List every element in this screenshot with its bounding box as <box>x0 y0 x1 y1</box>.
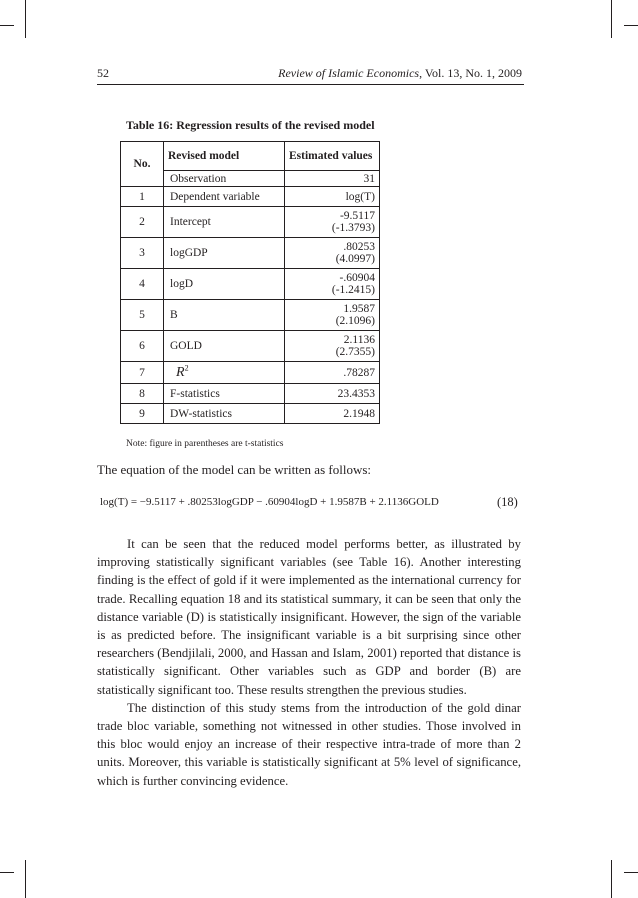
row-value: 23.4353 <box>285 384 380 404</box>
row-value-cell <box>285 207 380 238</box>
table-row <box>121 187 380 207</box>
row-number: 7 <box>121 362 164 384</box>
crop-mark <box>624 25 638 26</box>
table-note: Note: figure in parentheses are t-statistics <box>126 439 284 449</box>
table-caption <box>126 118 375 133</box>
row-number: 9 <box>121 404 164 424</box>
table-caption-text: : Regression results of the revised model <box>169 118 375 132</box>
paragraph: The distinction of this study stems from the introduction of the gold dinar trade bloc variable, something not witnessed in other studies. Those involved in this bloc would enjoy an increase of their respective intra-trade of more than 2 units. Moreover, this variable is statistically significant at 5% level of significance, which is further convincing evidence. <box>97 700 521 788</box>
running-header <box>97 68 524 85</box>
row-model: logGDP <box>164 238 285 269</box>
table-row <box>121 331 380 362</box>
crop-mark <box>25 0 26 38</box>
paragraph: It can be seen that the reduced model performs better, as illustrated by improving statistically significant variables (see Table 16). Another interesting finding is the effect of gold if it were implemented as the international currency for trade. Recalling equation 18 and its statistical summary, it can be seen that only the distance variable (D) is statistically insignificant. However, the sign of the variable is as predicted before. The insignificant variable is a bit surprising since other researchers (Bendjilali, 2000, and Hassan and Islam, 2001) reported that distance is statistically significant. Other variables such as GDP and border (B) are statistically significant too. These results strengthen the previous studies. <box>97 537 521 697</box>
row-value: log(T) <box>285 187 380 207</box>
regression-table <box>120 141 380 424</box>
observation-value: 31 <box>285 171 380 187</box>
equation-intro: The equation of the model can be written as follows: <box>97 462 372 477</box>
row-number: 8 <box>121 384 164 404</box>
crop-mark <box>0 25 14 26</box>
row-t-stat: (-1.2415) <box>331 284 375 296</box>
table-row <box>121 384 380 404</box>
row-value: .78287 <box>285 362 380 384</box>
table-row <box>121 300 380 331</box>
row-value: -9.5117 <box>339 210 375 222</box>
table-row <box>121 207 380 238</box>
row-model: B <box>164 300 285 331</box>
row-model: DW-statistics <box>164 404 285 424</box>
table-row <box>121 404 380 424</box>
row-model: GOLD <box>164 331 285 362</box>
row-model-r-squared <box>164 362 285 384</box>
row-t-stat: (2.7355) <box>335 346 375 358</box>
row-value: 2.1948 <box>285 404 380 424</box>
row-value: 2.1136 <box>343 334 375 346</box>
row-value-cell <box>285 238 380 269</box>
volume-info: , Vol. 13, No. 1, 2009 <box>419 66 522 80</box>
row-model: Intercept <box>164 207 285 238</box>
row-t-stat: (2.1096) <box>335 315 375 327</box>
row-number: 3 <box>121 238 164 269</box>
equation-number: (18) <box>497 495 518 509</box>
table-row <box>121 269 380 300</box>
row-t-stat: (4.0997) <box>335 253 375 265</box>
crop-mark <box>611 0 612 38</box>
row-t-stat: (-1.3793) <box>331 222 375 234</box>
row-model: logD <box>164 269 285 300</box>
crop-mark <box>0 872 14 873</box>
row-value-cell <box>285 331 380 362</box>
table-row <box>121 238 380 269</box>
journal-title: Review of Islamic Economics <box>278 66 420 80</box>
row-value-cell <box>285 300 380 331</box>
crop-mark <box>611 860 612 898</box>
row-model: F-statistics <box>164 384 285 404</box>
row-value: -.60904 <box>339 272 375 284</box>
column-header-no: No. <box>121 142 164 187</box>
row-number: 5 <box>121 300 164 331</box>
row-number: 1 <box>121 187 164 207</box>
column-header-values: Estimated values <box>285 142 380 171</box>
column-header-model: Revised model <box>164 142 285 171</box>
equation: log(T) = −9.5117 + .80253logGDP − .60904logD + 1.9587B + 2.1136GOLD <box>100 496 439 508</box>
row-number: 2 <box>121 207 164 238</box>
table-row <box>121 362 380 384</box>
table-header-row <box>121 142 380 171</box>
row-value-cell <box>285 269 380 300</box>
r-squared-symbol: $R^2$ <box>176 363 189 381</box>
row-number: 4 <box>121 269 164 300</box>
crop-mark <box>624 872 638 873</box>
table-label: Table 16 <box>126 118 170 132</box>
observation-label: Observation <box>164 171 285 187</box>
journal-citation <box>278 66 522 81</box>
row-value: 1.9587 <box>343 303 375 315</box>
body-text <box>97 535 521 790</box>
row-model: Dependent variable <box>164 187 285 207</box>
row-value: .80253 <box>343 241 375 253</box>
row-number: 6 <box>121 331 164 362</box>
crop-mark <box>25 860 26 898</box>
page-number: 52 <box>97 66 109 80</box>
